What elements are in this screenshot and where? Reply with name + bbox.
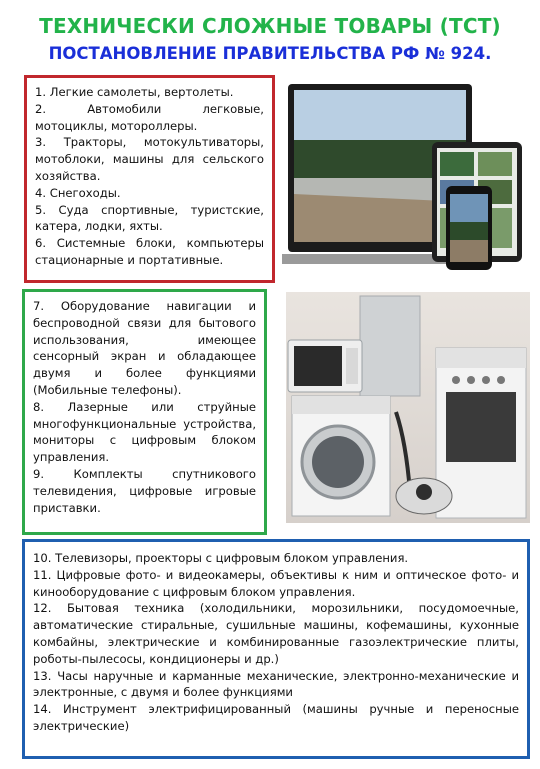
- list-item: 5. Суда спортивные, туристские, катера, лодки, яхты.: [35, 202, 264, 234]
- electronics-image: [282, 82, 532, 278]
- page-subtitle: ПОСТАНОВЛЕНИЕ ПРАВИТЕЛЬСТВА РФ № 924.: [48, 44, 492, 63]
- list-item: 3. Тракторы, мотокультиваторы, мотоблоки, машины для сельского хозяйства.: [35, 135, 264, 183]
- list-item: 11. Цифровые фото- и видеокамеры, объективы к ним и оптическое фото- и кинооборудование с цифровым блоком управления.: [33, 567, 519, 599]
- list-item: 14. Инструмент электрифицированный (машины ручные и переносные электрические): [33, 702, 519, 733]
- appliances-image: [286, 292, 530, 523]
- appliances-illustration: [286, 292, 530, 523]
- page-title: ТЕХНИЧЕСКИ СЛОЖНЫЕ ТОВАРЫ (ТСТ): [39, 14, 501, 38]
- list-item: 9. Комплекты спутникового телевидения, цифровые игровые приставки.: [33, 466, 256, 515]
- red-list-box: [24, 75, 275, 283]
- list-item: 10. Телевизоры, проекторы с цифровым блоком управления.: [33, 551, 409, 565]
- list-item: 12. Бытовая техника (холодильники, морозильники, посудомоечные, автоматические стиральные, сушильные машины, кофемашины, кухонные комбайны, электрические и комбинированные газоэлектрические плиты, роботы-пылесосы, кондиционеры и др.): [33, 601, 519, 666]
- list-item: 6. Системные блоки, компьютеры стационарные и портативные.: [35, 236, 264, 267]
- list-item: 4. Снегоходы.: [35, 185, 121, 200]
- list-item: 7. Оборудование навигации и беспроводной связи для бытового использования, имеющее сенсорный экран и обладающее двумя и более функциями (Мобильные телефоны).: [33, 299, 256, 397]
- list-item: 8. Лазерные или струйные многофункциональные устройства, мониторы с цифровым блоком управления.: [33, 399, 256, 465]
- list-item: 2. Автомобили легковые, мотоциклы, мотороллеры.: [35, 101, 264, 133]
- devices-illustration: [282, 82, 532, 278]
- blue-list-box: [22, 539, 530, 759]
- list-item: 1. Легкие самолеты, вертолеты.: [35, 85, 234, 99]
- list-item: 13. Часы наручные и карманные механические, электронно-механические и электронные, с двумя и более функциями: [33, 668, 519, 700]
- green-list-box: [22, 289, 267, 535]
